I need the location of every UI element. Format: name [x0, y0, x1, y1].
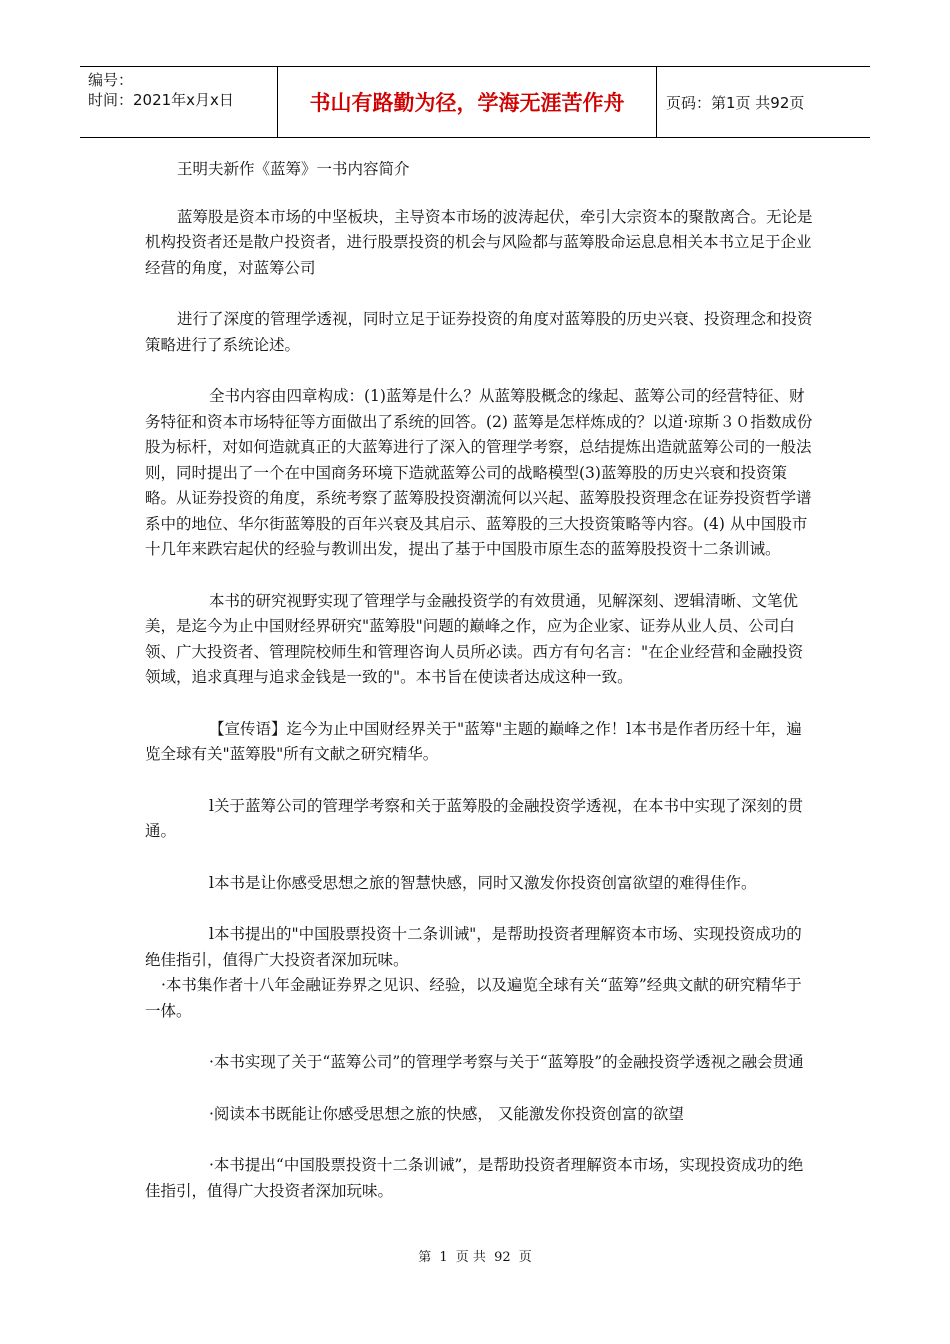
number-label: 编号：	[88, 71, 134, 89]
bullet-item: ·本书提出“中国股票投资十二条训诫”，是帮助投资者理解资本市场，实现投资成功的绝佳指引，值得广大投资者深加玩味。	[145, 1156, 804, 1200]
document-header	[80, 66, 870, 138]
header-motto: 书山有路勤为径，学海无涯苦作舟	[278, 67, 657, 137]
bullet-item: ·本书实现了关于“蓝筹公司”的管理学考察与关于“蓝筹股”的金融投资学透视之融会贯通	[209, 1053, 804, 1071]
paragraph-evaluation: 本书的研究视野实现了管理学与金融投资学的有效贯通，见解深刻、逻辑清晰、文笔优美，是迄今为止中国财经界研究"蓝筹股"问题的巅峰之作，应为企业家、证券从业人员、公司白领、广大投资者、管理院校师生和管理咨询人员所必读。西方有句名言："在企业经营和金融投资领域，追求真理与追求金钱是一致的"。本书旨在使读者达成这种一致。	[145, 591, 804, 686]
paragraph-slogan: 【宣传语】迄今为止中国财经界关于"蓝筹"主题的巅峰之作！l本书是作者历经十年，遍览全球有关"蓝筹股"所有文献之研究精华。	[145, 719, 802, 763]
time-label: 时间：2021年x月x日	[88, 91, 234, 109]
bullet-item: l本书提出的"中国股票投资十二条训诫"，是帮助投资者理解资本市场、实现投资成功的绝佳指引，值得广大投资者深加玩味。	[145, 925, 802, 969]
footer-mid: 页 共	[455, 1250, 486, 1265]
bullet-item: ·本书集作者十八年金融证券界之见识、经验，以及遍览全球有关“蓝筹”经典文献的研究精华于一体。	[145, 976, 802, 1020]
footer-page-number: 1	[439, 1250, 448, 1265]
document-body	[145, 157, 815, 1204]
document-title: 王明夫新作《蓝筹》一书内容简介	[177, 160, 410, 178]
bullet-item: ·阅读本书既能让你感受思想之旅的快感， 又能激发你投资创富的欲望	[209, 1104, 684, 1123]
paragraph-chapters: 全书内容由四章构成：(1)蓝筹是什么？从蓝筹股概念的缘起、蓝筹公司的经营特征、财务特征和资本市场特征等方面做出了系统的回答。(2) 蓝筹是怎样炼成的？以道·琼斯３０指数成份股为标杆，对如何造就真正的大蓝筹进行了深入的管理学考察，总结提炼出造就蓝筹公司的一般法则，同时提出了一个在中国商务环境下造就蓝筹公司的战略模型(3)蓝筹股的历史兴衰和投资策略。从证券投资的角度，系统考察了蓝筹股投资潮流何以兴起、蓝筹股投资理念在证券投资哲学谱系中的地位、华尔街蓝筹股的百年兴衰及其启示、蓝筹股的三大投资策略等内容。(4) 从中国股市十几年来跌宕起伏的经验与教训出发，提出了基于中国股市原生态的蓝筹股投资十二条训诫。	[145, 387, 813, 558]
bullet-item: l关于蓝筹公司的管理学考察和关于蓝筹股的金融投资学透视，在本书中实现了深刻的贯通。	[145, 796, 803, 840]
bullet-item: l本书是让你感受思想之旅的智慧快感，同时又激发你投资创富欲望的难得佳作。	[209, 873, 757, 892]
header-meta-cell	[80, 67, 278, 137]
paragraph-continuation: 进行了深度的管理学透视，同时立足于证券投资的角度对蓝筹股的历史兴衰、投资理念和投资策略进行了系统论述。	[145, 310, 813, 354]
footer-total-pages: 92	[494, 1250, 511, 1265]
paragraph-intro: 蓝筹股是资本市场的中坚板块，主导资本市场的波涛起伏，牵引大宗资本的聚散离合。无论是机构投资者还是散户投资者，进行股票投资的机会与风险都与蓝筹股命运息息相关本书立足于企业经营的角度，对蓝筹公司	[145, 207, 813, 277]
footer-prefix: 第	[418, 1250, 432, 1265]
header-page-info: 页码：第1页 共92页	[666, 93, 805, 112]
page-footer	[0, 1246, 950, 1265]
footer-suffix: 页	[518, 1250, 532, 1265]
